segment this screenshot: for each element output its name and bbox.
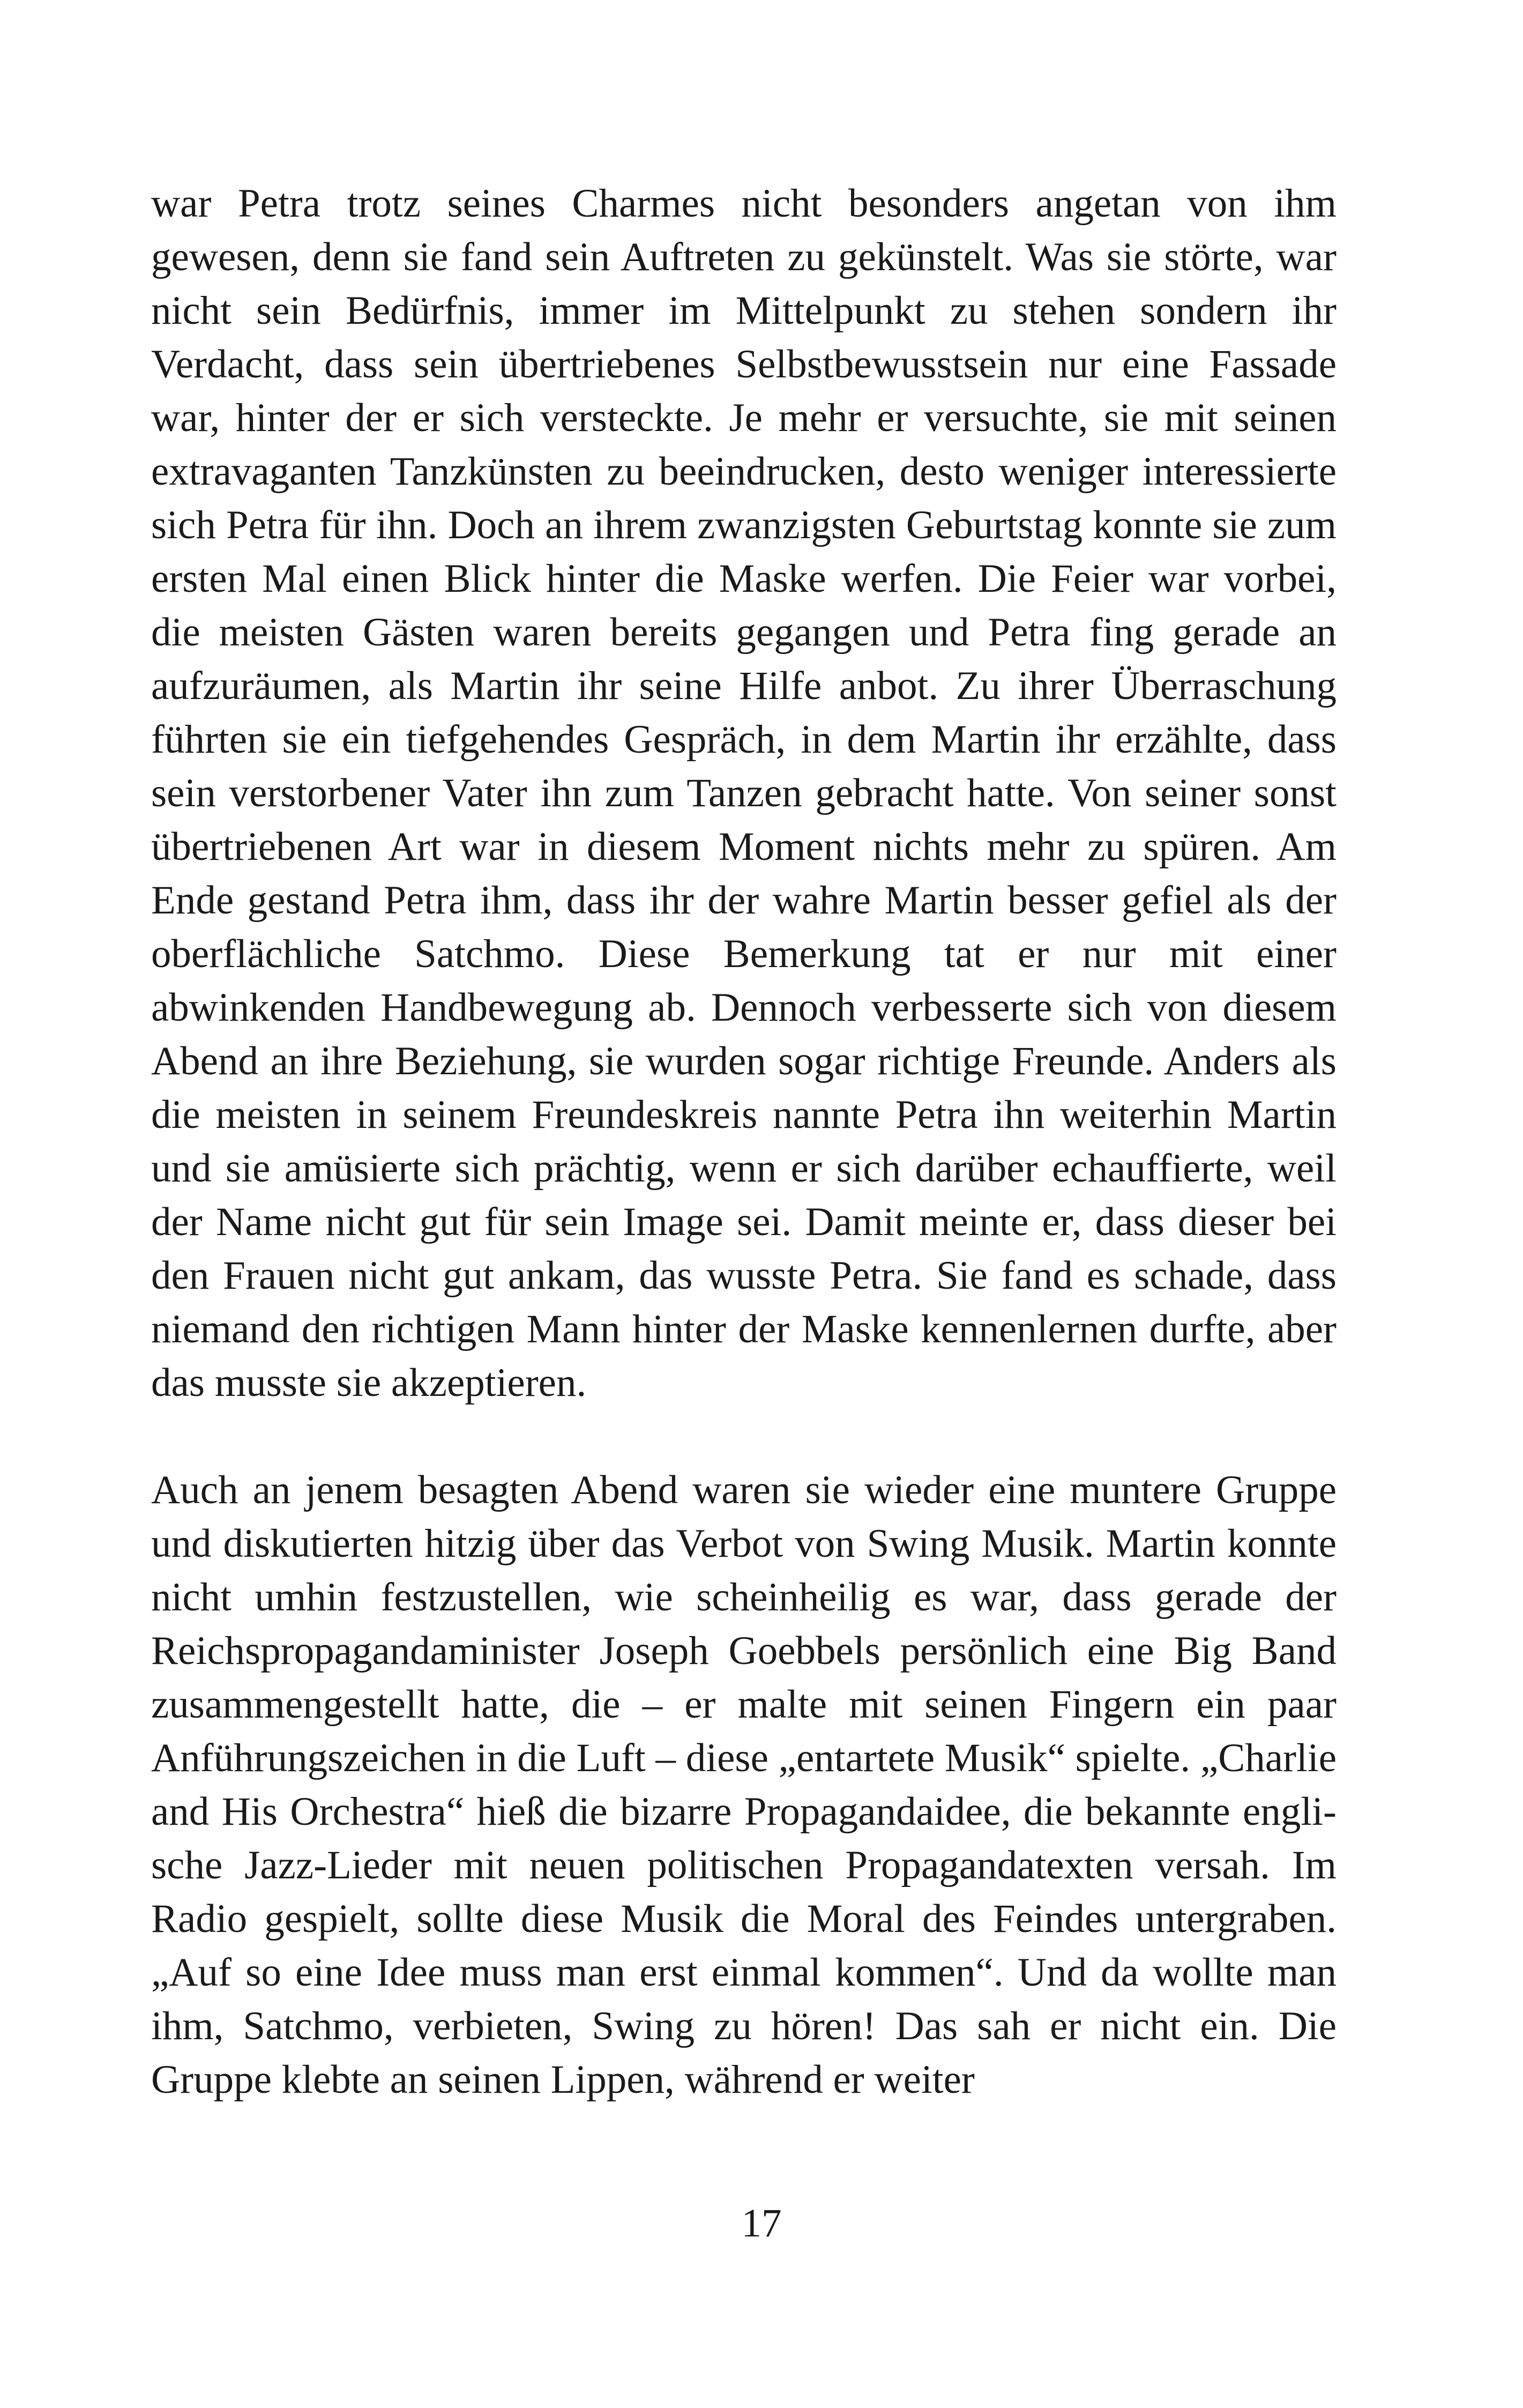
paragraph-1: war Petra trotz seines Charmes nicht besonders angetan von ihm gewesen, denn sie fand sein Auftreten zu gekünstelt. Was sie störte, war nicht sein Bedürfnis, immer im Mittelpunkt zu stehen sondern ihr Verdacht, dass sein übertriebenes Selbstbewusstsein nur eine Fassade war, hinter der er sich versteckte. Je mehr er versuchte, sie mit seinen extravaganten Tanzkünsten zu beeindrucken, desto weniger interessierte sich Petra für ihn. Doch an ihrem zwanzigsten Geburtstag konnte sie zum ersten Mal einen Blick hinter die Maske werfen. Die Feier war vorbei, die meisten Gästen waren bereits gegangen und Petra fing gerade an aufzuräumen, als Martin ihr seine Hilfe anbot. Zu ihrer Überraschung führten sie ein tiefgehendes Gespräch, in dem Martin ihr erzählte, dass sein verstorbener Vater ihn zum Tanzen gebracht hatte. Von seiner sonst übertriebenen Art war in diesem Moment nichts mehr zu spüren. Am Ende gestand Petra ihm, dass ihr der wahre Martin besser gefiel als der oberflächliche Satchmo. Diese Bemerkung tat er nur mit einer abwinkenden Handbewegung ab. Dennoch verbesserte sich von diesem Abend an ihre Beziehung, sie wurden sogar richtige Freunde. Anders als die meisten in seinem Freundeskreis nannte Petra ihn weiterhin Martin und sie amüsierte sich prächtig, wenn er sich darüber echauffierte, weil der Name nicht gut für sein Image sei. Damit meinte er, dass dieser bei den Frauen nicht gut ankam, das wusste Petra. Sie fand es schade, dass niemand den richtigen Mann hinter der Maske kennenlernen durfte, aber das musste sie akzeptieren. [151,181,1337,1405]
paragraph-2: Auch an jenem besagten Abend waren sie wieder eine muntere Gruppe und diskutierten hitzig über das Verbot von Swing Musik. Martin konnte nicht umhin festzustellen, wie scheinheilig es war, dass gerade der Reichspropagandaminister Joseph Goebbels persönlich eine Big Band zusammengestellt hatte, die – er malte mit seinen Fingern ein paar Anführungszeichen in die Luft – diese „entartete Musik“ spielte. „Charlie and His Orchestra“ hieß die bizarre Propagandaidee, die bekannte englische Jazz-Lieder mit neuen politischen Propagandatexten versah. Im Radio gespielt, sollte diese Musik die Moral des Feindes untergraben. „Auf so eine Idee muss man erst einmal kommen“. Und da wollte man ihm, Satchmo, verbieten, Swing zu hören! Das sah er nicht ein. Die Gruppe klebte an seinen Lippen, während er weiter [151,1468,1337,2102]
page-number: 17 [741,2201,782,2246]
page-body [151,177,1337,2107]
paragraph-gap [151,1410,1337,1463]
